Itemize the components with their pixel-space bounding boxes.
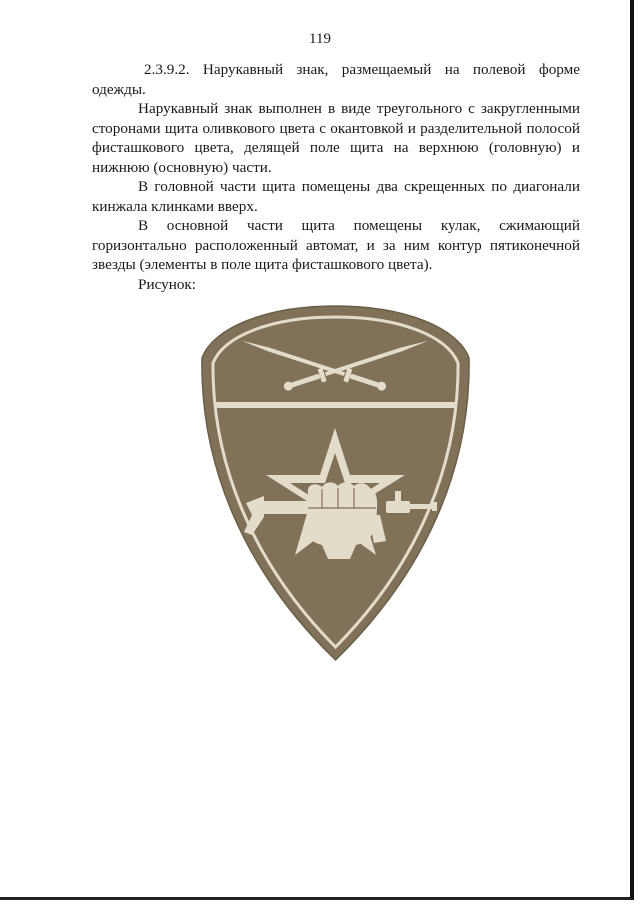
paragraph-main-part: В основной части щита помещены кулак, сжимающий горизонтально расположенный автомат, и за ним контур пятиконечной звезды (элементы в поле щита фисташкового цвета). xyxy=(92,217,580,273)
document-text xyxy=(92,60,580,294)
sleeve-patch-shield-icon xyxy=(200,303,471,663)
divider-band xyxy=(214,402,457,408)
section-heading: 2.3.9.2. Нарукавный знак, размещаемый на полевой форме одежды. xyxy=(92,61,580,98)
page-number: 119 xyxy=(309,31,331,47)
paragraph-description: Нарукавный знак выполнен в виде треугольного с закругленными сторонами щита оливкового цвета с окантовкой и разделительной полосой фисташкового цвета, делящей поле щита на верхнюю (головную) и нижнюю (основную) части. xyxy=(92,100,580,176)
paragraph-head-part: В головной части щита помещены два скрещенных по диагонали кинжала клинками вверх. xyxy=(92,178,580,215)
paragraph-figure-label: Рисунок: xyxy=(138,275,197,293)
